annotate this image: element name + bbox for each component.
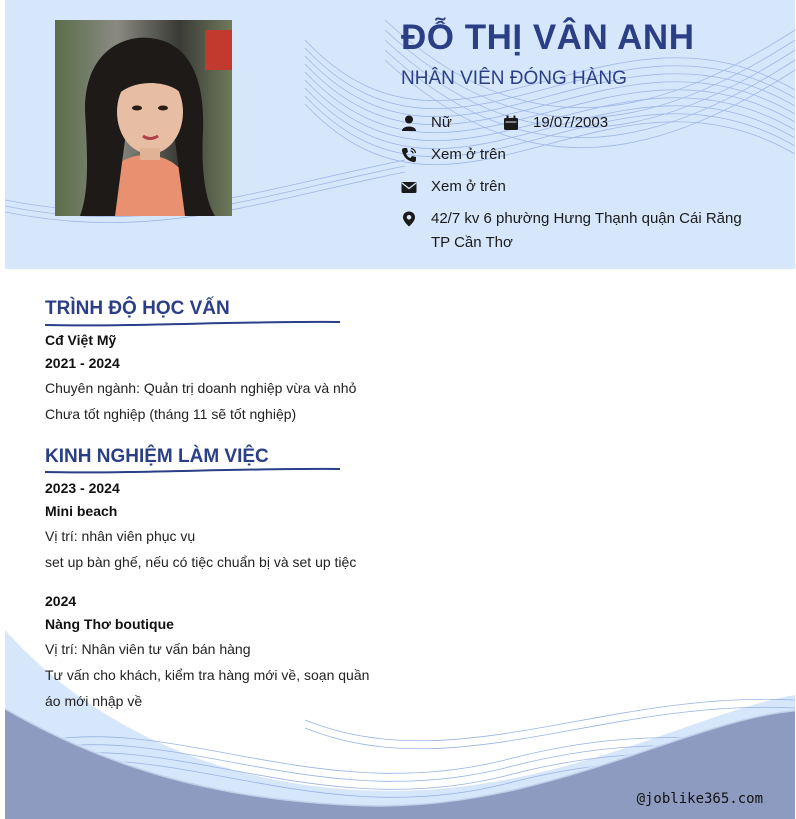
calendar-icon [503, 115, 519, 131]
watermark-text: @joblike365.com [636, 791, 763, 807]
candidate-name: ĐỖ THỊ VÂN ANH [401, 18, 695, 57]
job-2-period: 2024 [45, 593, 77, 609]
experience-underline [45, 467, 340, 475]
resume-page [5, 0, 795, 819]
gender-row [401, 114, 452, 135]
address-value [431, 207, 742, 255]
job-2-company: Nàng Thơ boutique [45, 616, 174, 632]
experience-heading: KINH NGHIỆM LÀM VIỆC [45, 446, 269, 467]
education-note: Chưa tốt nghiệp (tháng 11 sẽ tốt nghiệp) [45, 406, 297, 422]
birthdate-value: 19/07/2003 [533, 114, 609, 131]
education-period: 2021 - 2024 [45, 355, 120, 371]
job-2-description-line-2: áo mới nhập về [45, 693, 143, 709]
email-value: Xem ở trên [431, 178, 506, 195]
footer-wave-decoration [5, 600, 795, 819]
envelope-icon [401, 179, 417, 195]
address-line-1: 42/7 kv 6 phường Hưng Thạnh quận Cái Răng [431, 210, 742, 227]
address-row [401, 210, 742, 255]
header-banner [5, 0, 795, 269]
job-1-period: 2023 - 2024 [45, 480, 120, 496]
education-underline [45, 320, 340, 328]
map-marker-icon [401, 211, 417, 227]
job-1-description: set up bàn ghế, nếu có tiệc chuẩn bị và set up tiệc [45, 554, 357, 570]
job-2-position: Vị trí: Nhân viên tư vấn bán hàng [45, 641, 251, 657]
job-1-company: Mini beach [45, 503, 118, 519]
phone-value: Xem ở trên [431, 146, 506, 163]
address-line-2: TP Cần Thơ [431, 234, 513, 251]
gender-value: Nữ [431, 114, 452, 131]
user-icon [401, 115, 417, 131]
email-row [401, 178, 506, 199]
phone-row [401, 146, 506, 167]
education-heading: TRÌNH ĐỘ HỌC VẤN [45, 298, 230, 319]
education-school: Cđ Việt Mỹ [45, 332, 117, 348]
candidate-title: NHÂN VIÊN ĐÓNG HÀNG [401, 68, 627, 89]
education-major: Chuyên ngành: Quản trị doanh nghiệp vừa và nhỏ [45, 380, 357, 396]
phone-icon [401, 147, 417, 163]
job-1-position: Vị trí: nhân viên phục vụ [45, 528, 196, 544]
job-2-description-line-1: Tư vấn cho khách, kiểm tra hàng mới về, soạn quần [45, 667, 370, 683]
birthdate-row [503, 114, 608, 135]
profile-photo [55, 20, 232, 216]
